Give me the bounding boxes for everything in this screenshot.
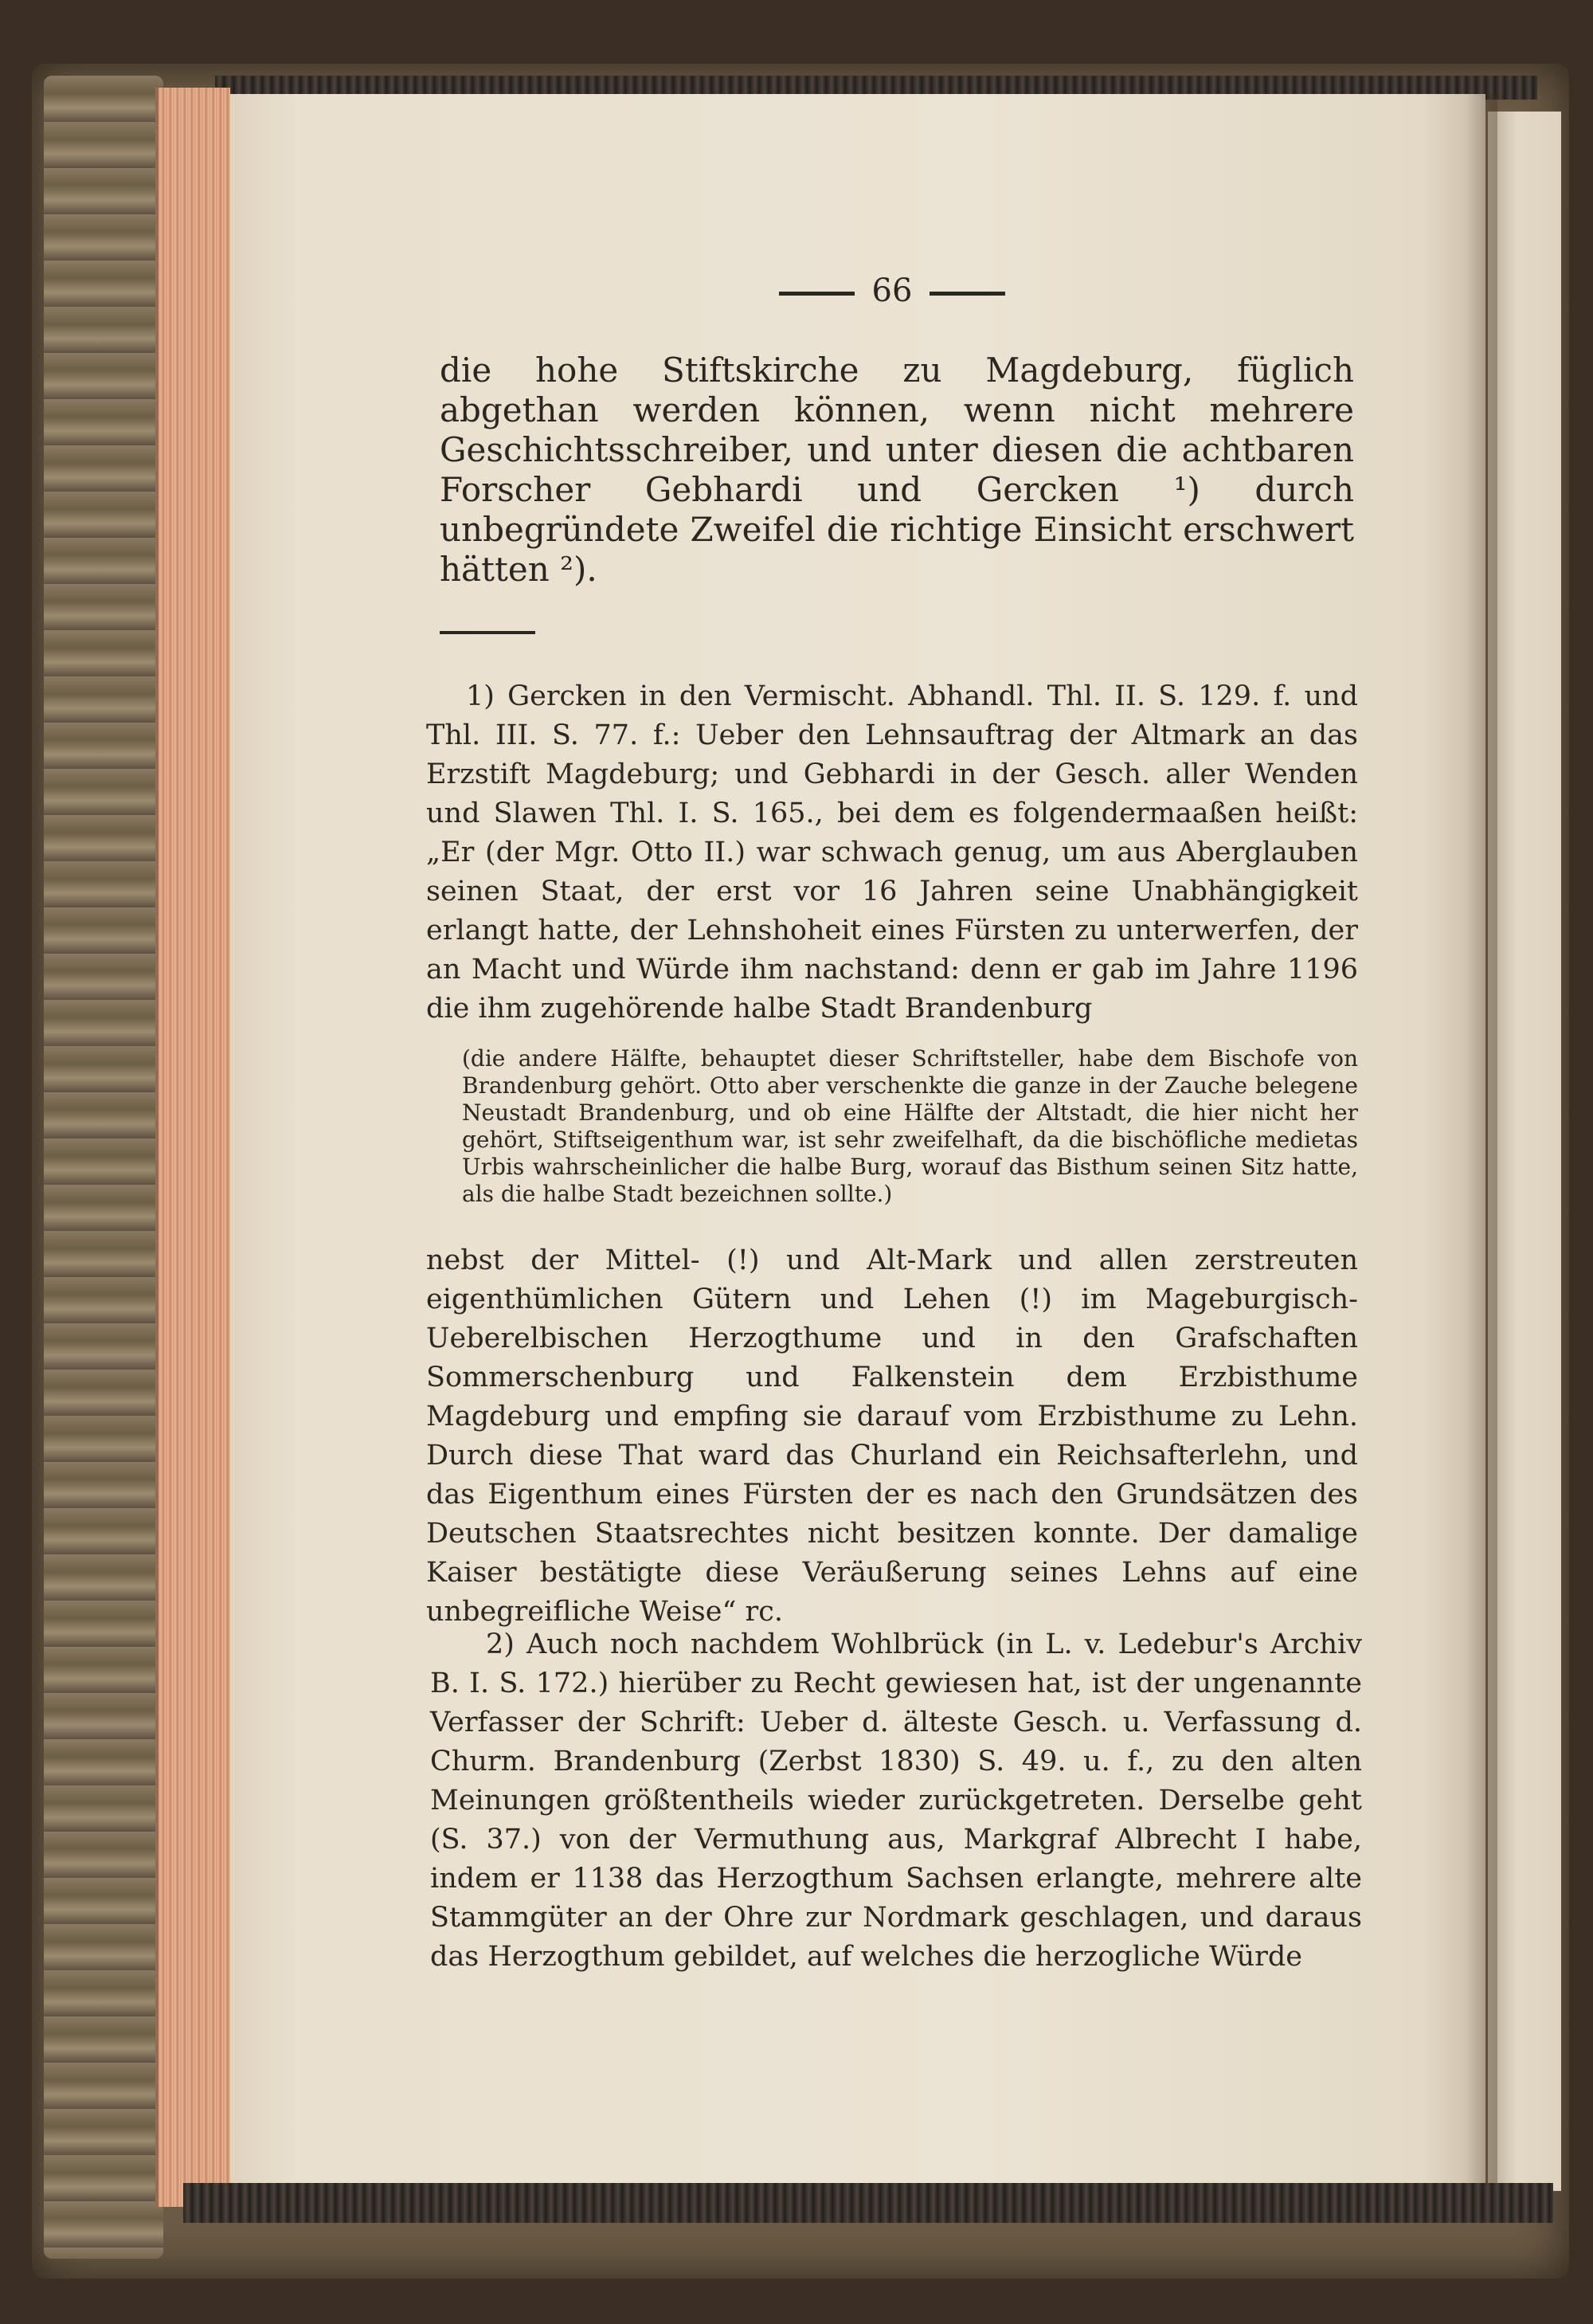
page-number: 66	[871, 272, 913, 309]
footnote-1-quote-text: (die andere Hälfte, behauptet dieser Schriftsteller, habe dem Bischofe von Brandenburg gehört. Otto aber verschenkte die ganze in der Zauche belegene Neustadt Brandenburg, und ob eine Hälfte der Altstadt, die hier nicht her gehört, Stiftseigenthum war, ist sehr zweifelhaft, da die bischöfliche medietas Urbis wahrscheinlicher die halbe Burg, worauf das Bisthum seinen Sitz hatte, als die halbe Stadt bezeichnen sollte.)	[462, 1045, 1358, 1207]
body-paragraph: die hohe Stiftskirche zu Magdeburg, füglich abgethan werden können, wenn nicht mehrere Geschichtsschreiber, und unter diesen die achtbaren Forscher Gebhardi und Gercken ¹) durch unbegründete Zweifel die richtige Einsicht erschwert hätten ²).	[440, 351, 1354, 589]
footnote-1-lead: 1) Gercken in den Vermischt. Abhandl. Thl. II. S. 129. f. und Thl. III. S. 77. f.: Ueber den Lehnsauftrag der Altmark an das Erzstift Magdeburg; und Gebhardi in der Gesch. aller Wenden und Slawen Thl. I. S. 165., bei dem es folgendermaaßen heißt: „Er (der Mgr. Otto II.) war schwach genug, um aus Aberglauben seinen Staat, der erst vor 16 Jahren seine Unabhängigkeit erlangt hatte, der Lehnshoheit eines Fürsten zu unterwerfen, der an Macht und Würde ihm nachstand: denn er gab im Jahre 1196 die ihm zugehörende halbe Stadt Brandenburg	[426, 680, 1358, 1025]
right-page-sliver	[1488, 112, 1561, 2191]
page-edges	[155, 88, 230, 2207]
book-bottom-edge	[183, 2183, 1553, 2223]
gutter-shadow	[1466, 94, 1497, 2189]
footnote-separator	[440, 631, 535, 634]
page-number-header	[749, 267, 1035, 315]
footnote-1	[426, 677, 1358, 1029]
left-dash	[779, 292, 855, 296]
footnote-2	[430, 1625, 1362, 1977]
body-text	[440, 351, 1354, 590]
footnote-2-text: 2) Auch noch nachdem Wohlbrück (in L. v. Ledebur's Archiv B. I. S. 172.) hierüber zu Recht gewiesen hat, ist der ungenannte Verfasser der Schrift: Ueber d. älteste Gesch. u. Verfassung d. Churm. Brandenburg (Zerbst 1830) S. 49. u. f., zu den alten Meinungen größtentheils wieder zurückgetreten. Derselbe geht (S. 37.) von der Vermuthung aus, Markgraf Albrecht I habe, indem er 1138 das Herzogthum Sachsen erlangte, mehrere alte Stammgüter an der Ohre zur Nordmark geschlagen, und daraus das Herzogthum gebildet, auf welches die herzogliche Würde	[430, 1628, 1362, 1973]
right-dash	[930, 292, 1005, 296]
footnote-1-rest: nebst der Mittel- (!) und Alt-Mark und allen zerstreuten eigenthümlichen Gütern und Lehen (!) im Mageburgisch-Ueberelbischen Herzogthume und in den Grafschaften Sommerschenburg und Falkenstein dem Erzbisthume Magdeburg und empfing sie darauf vom Erzbisthume zu Lehn. Durch diese That ward das Churland ein Reichsafterlehn, und das Eigenthum eines Fürsten der es nach den Grundsätzen des Deutschen Staatsrechtes nicht besitzen konnte. Der damalige Kaiser bestätigte diese Veräußerung seines Lehns auf eine unbegreifliche Weise“ rc.	[426, 1244, 1358, 1628]
footnote-1-quote	[462, 1045, 1358, 1208]
footnote-1-continued	[426, 1241, 1358, 1632]
book-spine-edge	[44, 76, 163, 2259]
